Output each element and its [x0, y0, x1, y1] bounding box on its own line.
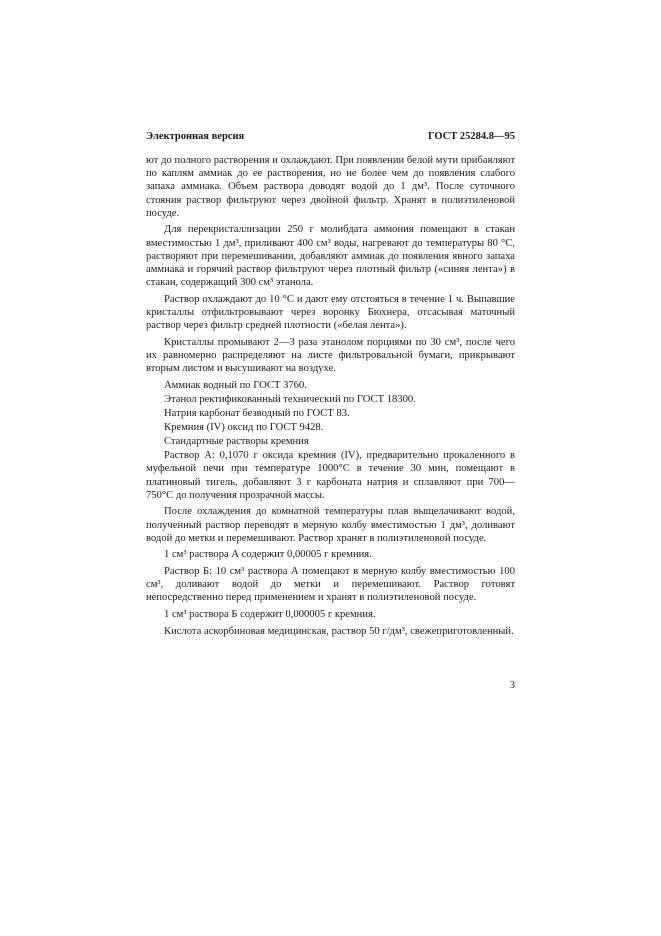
reagent-sodium-carbonate: Натрия карбонат безводный по ГОСТ 83. [164, 408, 350, 419]
paragraph-cooling: Раствор охлаждают до 10 °С и дают ему отстояться в течение 1 ч. Выпавшие кристаллы отфильтровывают через воронку Бюхнера, отсасывая маточный раствор через фильтр средней плотности («белая лента»). [146, 293, 515, 332]
subheading-standard-solutions: Стандартные растворы кремния [164, 436, 309, 448]
reagent-silicon-oxide: Кремния (IV) оксид по ГОСТ 9428. [164, 422, 324, 434]
paragraph-ascorbic-acid: Кислота аскорбиновая медицинская, раствор 50 г/дм³, свежеприготовленный. [164, 625, 514, 637]
paragraph-solution-a: Раствор А: 0,1070 г оксида кремния (IV), предварительно прокаленного в муфельной печи при температуре 1000°С в течение 30 мин, помещают в платиновый тигель, добавляют 3 г карбоната натрия и сплавляют при 700—750°С до получения прозрачной массы. [146, 450, 515, 501]
page-number: 3 [509, 680, 515, 691]
running-header [146, 131, 515, 143]
paragraph-solution-b-content: 1 см³ раствора Б содержит 0,000005 г кремния. [164, 609, 376, 621]
paragraph-leaching: После охлаждения до комнатной температуры плав выщелачивают водой, полученный раствор переводят в мерную колбу вместимостью 1 дм³, доливают водой до метки и перемешивают. Раствор хранят в полиэтиленовой посуде. [146, 506, 515, 544]
paragraph-washing: Кристаллы промывают 2—3 раза этанолом порциями по 30 см³, после чего их равномерно распределяют на листе фильтровальной бумаги, прикрывают вторым листом и высушивают на воздухе. [146, 336, 515, 375]
paragraph-continuation: ют до полного растворения и охлаждают. При появлении белой мути прибавляют по каплям аммиак до ее растворения, но не более чем до появления слабого запаха аммиака. Объем раствора доводят водой до 1 дм³. После суточного стояния раствор фильтруют через двойной фильтр. Хранят в полиэтиленовой посуде. [146, 155, 515, 219]
paragraph-recrystallization: Для перекристаллизации 250 г молибдата аммония помещают в стакан вместимостью 1 дм³, приливают 400 см³ воды, нагревают до температуры 80 °С, растворяют при перемешивании, добавляют аммиак до появления явного запаха аммиака и горячий раствор фильтруют через плотный фильтр («синяя лента») в стакан, содержащий 300 см³ этанола. [146, 224, 515, 289]
header-edition-label: Электронная версия [146, 131, 245, 142]
reagent-ammonia: Аммиак водный по ГОСТ 3760. [164, 379, 307, 391]
body-text [146, 154, 515, 641]
header-standard-number: ГОСТ 25284.8—95 [427, 131, 515, 142]
paragraph-solution-a-content: 1 см³ раствора А содержит 0,00005 г кремния. [164, 549, 372, 561]
paragraph-solution-b: Раствор Б: 10 см³ раствора А помещают в мерную колбу вместимостью 100 см³, доливают водой до метки и перемешивают. Раствор готовят непосредственно перед применением и хранят в полиэтиленовой посуде. [146, 566, 515, 604]
reagent-ethanol: Этанол ректификованный технический по ГОСТ 18300. [164, 393, 416, 405]
